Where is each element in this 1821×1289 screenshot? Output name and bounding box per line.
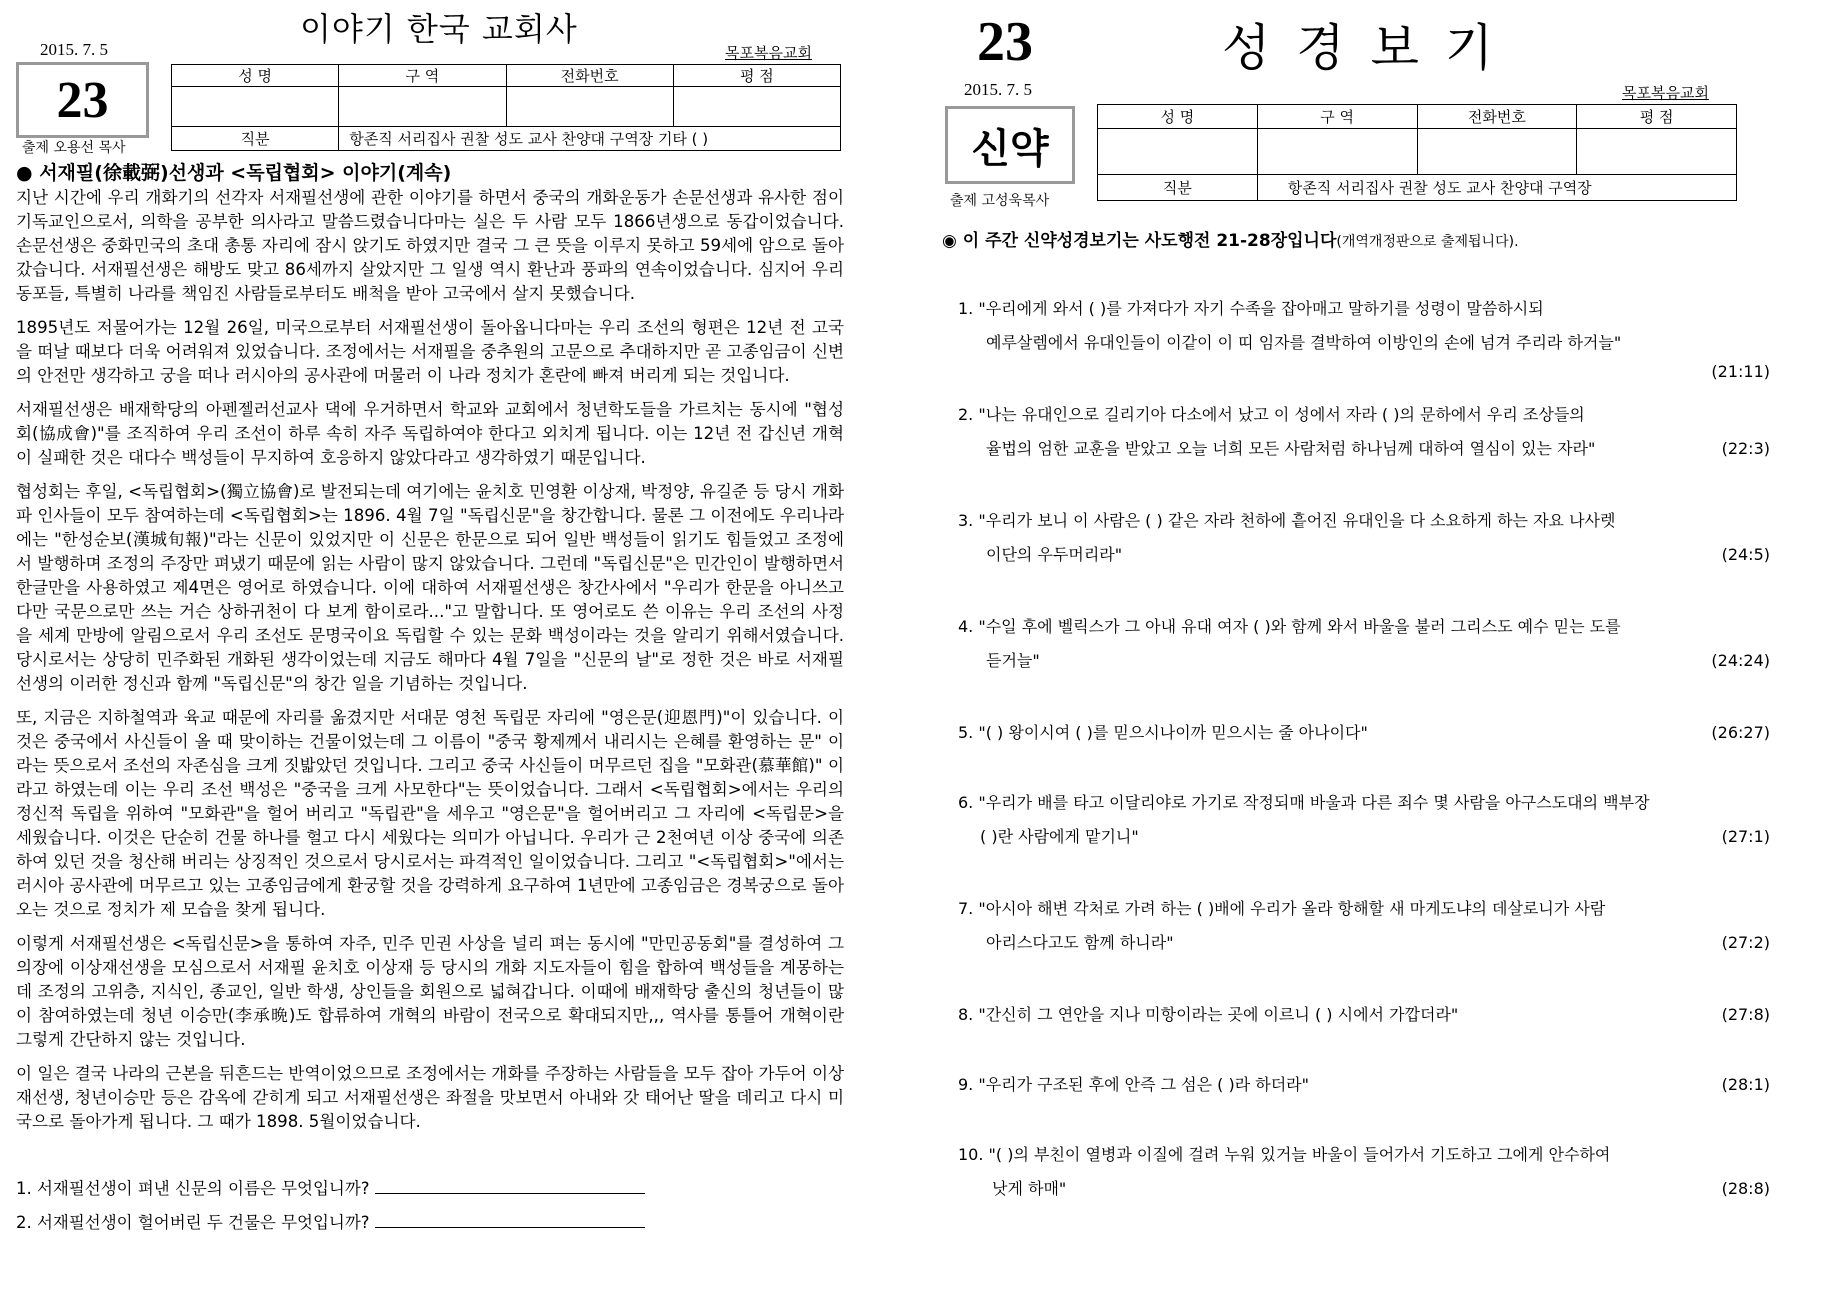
article-paragraph: 이렇게 서재필선생은 <독립신문>을 통하여 자주, 민주 민권 사상을 널리 펴는 동시에 "만민공동회"를 결성하여 그 의장에 이상재선생을 모심으로서 서재필 윤치호 이상재 등 당시의 개화 지도자들이 힘을 합하여 백성들을 계몽하는데 조정의 고위층, 지식인, 종교인, 일반 학생, 상인들을 회원으로 넓혀갑니다. 이때에 배재학당 출신의 청년들이 많이 참여하였는데 청년 이승만(李承晩)도 합류하여 개혁의 바람이 전국으로 확대되지만,,, 역사를 통틀어 개혁이란 그렇게 간단하지 않는 것입니다. bbox=[16, 934, 844, 1049]
verse-reference: (28:8) bbox=[1721, 1179, 1770, 1198]
verse-line: 율법의 엄한 교훈을 받았고 오늘 너희 모든 사람처럼 하나님께 대하여 열심이 있는 자라" bbox=[986, 439, 1596, 458]
left-info-table bbox=[171, 64, 841, 151]
verse-reference: (24:5) bbox=[1721, 545, 1770, 564]
article-paragraph: 이 일은 결국 나라의 근본을 뒤흔드는 반역이었으므로 조정에서는 개화를 주장하는 사람들을 모두 잡아 가두어 이상재선생, 청년이승만 등은 감옥에 갇히게 되고 서재필선생은 좌절을 맛보면서 아내와 갓 태어난 딸을 데리고 다시 미국으로 돌아가게 됩니다. 그 때가 1898. 5월이었습니다. bbox=[16, 1064, 844, 1131]
right-date: 2015. 7. 5 bbox=[964, 80, 1032, 99]
verse-line: 4. "수일 후에 벨릭스가 그 아내 유대 여자 ( )와 함께 와서 바울을 불러 그리스도 예수 믿는 도를 bbox=[958, 617, 1621, 636]
right-church-name: 목포복음교회 bbox=[1622, 84, 1709, 102]
verse-line: 예루살렘에서 유대인들이 이같이 이 띠 임자를 결박하여 이방인의 손에 넘겨 주리라 하거늘" bbox=[986, 333, 1622, 352]
verse-line: 6. "우리가 배를 타고 이달리야로 가기로 작정되매 바울과 다른 죄수 몇 사람을 아구스도대의 백부장 bbox=[958, 793, 1650, 812]
right-header-phone: 전화번호 bbox=[1417, 105, 1577, 129]
right-header-name: 성 명 bbox=[1098, 105, 1258, 129]
right-info-table bbox=[1097, 104, 1737, 201]
question-text: 2. 서재필선생이 헐어버린 두 건물은 무엇입니까? bbox=[16, 1213, 370, 1232]
verse-line: ( )란 사람에게 맡기니" bbox=[980, 827, 1139, 846]
verse-line: 8. "간신히 그 연안을 지나 미항이라는 곳에 이르니 ( ) 시에서 가깝더라" bbox=[958, 1005, 1459, 1024]
left-district-field[interactable] bbox=[339, 87, 506, 127]
left-issue-number: 23 bbox=[56, 71, 109, 129]
right-name-field[interactable] bbox=[1098, 129, 1258, 175]
verse-line: 아리스다고도 함께 하니라" bbox=[986, 933, 1174, 952]
left-role-options[interactable]: 항존직 서리집사 권찰 성도 교사 찬양대 구역장 기타 ( ) bbox=[339, 127, 841, 151]
article-paragraph: 또, 지금은 지하철역과 육교 때문에 자리를 옮겼지만 서대문 영천 독립문 자리에 "영은문(迎恩門)"이 있습니다. 이것은 중국에서 사신들이 올 때 맞이하는 건물이었는데 그 이름이 "중국 황제께서 내리시는 은혜를 환영하는 문" 이라는 뜻으로서 조선의 자존심을 크게 짓밟았던 것입니다. 그리고 중국 사신들이 머무르던 집을 "모화관(慕華館)" 이라고 하였는데 이는 우리 조선 백성은 "중국을 크게 사모한다"는 뜻이었습니다. 그래서 <독립협회>에서는 우리의 정신적 독립을 위하여 "모화관"을 헐어 버리고 "독립관"을 세우고 "영은문"을 헐어버리고 그 자리에 <독립문>을 세웠습니다. 이것은 단순히 건물 하나를 헐고 다시 세웠다는 의미가 아닙니다. 우리가 근 2천여년 이상 중국에 의존하여 있던 것을 청산해 버리는 상징적인 것으로서 당시로서는 파격적인 일이었습니다. 그리고 "<독립협회>"에서는 러시아 공사관에 머무르고 있는 고종임금에게 환궁할 것을 강력하게 요구하여 1년만에 고종임금은 경복궁으로 돌아오는 것으로 정치가 제 모습을 찾게 됩니다. bbox=[16, 708, 844, 919]
right-role-options[interactable]: 항존직 서리집사 권찰 성도 교사 찬양대 구역장 bbox=[1257, 175, 1736, 201]
verse-line: 이단의 우두머리라" bbox=[986, 545, 1123, 564]
verse-reference: (27:1) bbox=[1721, 827, 1770, 846]
article-paragraph: 서재필선생은 배재학당의 아펜젤러선교사 댁에 우거하면서 학교와 교회에서 청년학도들을 가르치는 동시에 "협성회(協成會)"를 조직하여 우리 조선이 하루 속히 자주 독립하여야 한다고 외치게 됩니다. 이는 12년 전 갑신년 개혁이 실패한 것은 대다수 백성들이 무지하여 호응하지 않았다라고 생각하였기 때문입니다. bbox=[16, 400, 844, 467]
left-score-field[interactable] bbox=[673, 87, 840, 127]
right-page-title: 성경보기 bbox=[1222, 19, 1520, 77]
left-issue-number-box bbox=[16, 62, 149, 138]
verse-reference: (21:11) bbox=[1711, 362, 1770, 381]
reading-notice bbox=[942, 226, 1519, 251]
right-phone-field[interactable] bbox=[1417, 129, 1577, 175]
verse-reference: (28:1) bbox=[1721, 1075, 1770, 1094]
right-author: 출제 고성욱목사 bbox=[950, 193, 1050, 209]
verse-question-7 bbox=[958, 892, 1770, 960]
verse-line: 9. "우리가 구조된 후에 안즉 그 섬은 ( )라 하더라" bbox=[958, 1075, 1309, 1094]
verse-reference: (27:8) bbox=[1721, 1005, 1770, 1024]
verse-line: 듣거늘" bbox=[986, 651, 1040, 670]
right-issue-number: 23 bbox=[977, 11, 1033, 73]
left-article bbox=[16, 186, 844, 1144]
verse-line: 낫게 하매" bbox=[992, 1179, 1067, 1198]
reading-notice-note: (개역개정판으로 출제됩니다). bbox=[1336, 234, 1519, 250]
testament-badge bbox=[945, 106, 1075, 184]
reading-notice-main: ◉ 이 주간 신약성경보기는 사도행전 21-28장입니다 bbox=[942, 231, 1337, 251]
verse-line: 10. "( )의 부친이 열병과 이질에 걸려 누워 있거늘 바울이 들어가서 기도하고 그에게 안수하여 bbox=[958, 1145, 1611, 1164]
right-role-label: 직분 bbox=[1098, 175, 1258, 201]
left-header-score: 평 점 bbox=[673, 65, 840, 87]
left-header-district: 구 역 bbox=[339, 65, 506, 87]
verse-question-1 bbox=[958, 292, 1770, 381]
answer-line[interactable] bbox=[375, 1211, 645, 1228]
verse-question-9 bbox=[958, 1068, 1770, 1102]
verse-question-3 bbox=[958, 504, 1770, 572]
verse-reference: (24:24) bbox=[1711, 651, 1770, 670]
left-section-title: ● 서재필(徐載弼)선생과 <독립협회> 이야기(계속) bbox=[16, 162, 452, 184]
testament-badge-label: 신약 bbox=[971, 125, 1049, 172]
left-page-title: 이야기 한국 교회사 bbox=[300, 10, 578, 48]
verse-question-4 bbox=[958, 610, 1770, 678]
left-question-2 bbox=[16, 1209, 645, 1233]
verse-question-6 bbox=[958, 786, 1770, 854]
left-church-name: 목포복음교회 bbox=[725, 44, 812, 62]
left-role-label: 직분 bbox=[172, 127, 339, 151]
left-header-name: 성 명 bbox=[172, 65, 339, 87]
question-text: 1. 서재필선생이 펴낸 신문의 이름은 무엇입니까? bbox=[16, 1179, 370, 1198]
left-question-1 bbox=[16, 1175, 645, 1199]
right-score-field[interactable] bbox=[1577, 129, 1737, 175]
verse-line: 7. "아시아 해변 각처로 가려 하는 ( )배에 우리가 올라 항해할 새 마게도냐의 데살로니가 사람 bbox=[958, 899, 1606, 918]
left-author: 출제 오용선 목사 bbox=[22, 140, 126, 156]
verse-question-8 bbox=[958, 998, 1770, 1032]
verse-question-5 bbox=[958, 716, 1770, 750]
article-paragraph: 1895년도 저물어가는 12월 26일, 미국으로부터 서재필선생이 돌아옵니다마는 우리 조선의 형편은 12년 전 고국을 떠날 때보다 더욱 어려워져 있었습니다. 조정에서는 서재필을 중추원의 고문으로 추대하지만 곧 고종임금이 신변의 안전만 생각하고 궁을 떠나 러시아의 공사관에 머물러 이 나라 정치가 혼란에 빠져 버리게 되는 것입니다. bbox=[16, 318, 844, 385]
right-header-score: 평 점 bbox=[1577, 105, 1737, 129]
article-paragraph: 지난 시간에 우리 개화기의 선각자 서재필선생에 관한 이야기를 하면서 중국의 개화운동가 손문선생과 유사한 점이 기독교인으로서, 의학을 공부한 의사라고 말씀드렸습니다마는 실은 두 사람 모두 1866년생으로 동갑이었습니다. 손문선생은 중화민국의 초대 총통 자리에 잠시 앉기도 하였지만 결국 그 큰 뜻을 이루지 못하고 59세에 암으로 돌아갔습니다. 서재필선생은 해방도 맞고 86세까지 살았지만 그 일생 역시 환난과 풍파의 연속이었습니다. 심지어 우리 동포들, 특별히 나라를 책임진 사람들로부터도 배척을 받아 고국에서 살지 못했습니다. bbox=[16, 188, 844, 303]
right-district-field[interactable] bbox=[1257, 129, 1417, 175]
verse-line: 5. "( ) 왕이시여 ( )를 믿으시나이까 믿으시는 줄 아나이다" bbox=[958, 723, 1368, 742]
verse-question-10 bbox=[958, 1138, 1770, 1206]
verse-line: 1. "우리에게 와서 ( )를 가져다가 자기 수족을 잡아매고 말하기를 성령이 말씀하시되 bbox=[958, 299, 1544, 318]
verse-line: 2. "나는 유대인으로 길리기아 다소에서 났고 이 성에서 자라 ( )의 문하에서 우리 조상들의 bbox=[958, 405, 1585, 424]
verse-reference: (26:27) bbox=[1711, 723, 1770, 742]
verse-reference: (27:2) bbox=[1721, 933, 1770, 952]
left-header-phone: 전화번호 bbox=[506, 65, 673, 87]
answer-line[interactable] bbox=[375, 1177, 645, 1194]
verse-reference: (22:3) bbox=[1721, 439, 1770, 458]
verse-question-2 bbox=[958, 398, 1770, 466]
article-paragraph: 협성회는 후일, <독립협회>(獨立協會)로 발전되는데 여기에는 윤치호 민영환 이상재, 박정양, 유길준 등 당시 개화파 인사들이 모두 참여하는데 <독립협회>는 1896. 4월 7일 "독립신문"을 창간합니다. 물론 그 이전에도 우리나라에는 "한성순보(漢城旬報)"라는 신문이 있었지만 이 신문은 한문으로 되어 일반 백성들이 읽기도 힘들었고 조정에서 발행하며 조정의 주장만 펴냈기 때문에 읽는 사람이 많지 않았습니다. 그런데 "독립신문"은 민간인이 발행하면서 한글만을 사용하였고 제4면은 영어로 하였습니다. 이에 대하여 서재필선생은 창간사에서 "우리가 한문을 아니쓰고 다만 국문으로만 쓰는 거슨 상하귀천이 다 보게 함이로라..."고 말합니다. 또 영어로도 쓴 이유는 우리 조선의 사정을 세계 만방에 알림으로서 우리 조선도 문명국이요 독립할 수 있는 문화 백성이라는 것을 알리기 위해서였습니다. 당시로서는 상당히 민주화된 개화된 생각이었는데 지금도 해마다 4월 7일을 "신문의 날"로 정한 것은 바로 서재필 선생의 이러한 정신과 함께 "독립신문"의 창간 일을 기념하는 것입니다. bbox=[16, 482, 844, 693]
left-name-field[interactable] bbox=[172, 87, 339, 127]
verse-line: 3. "우리가 보니 이 사람은 ( ) 같은 자라 천하에 흩어진 유대인을 다 소요하게 하는 자요 나사렛 bbox=[958, 511, 1616, 530]
right-header-district: 구 역 bbox=[1257, 105, 1417, 129]
left-date: 2015. 7. 5 bbox=[40, 40, 108, 59]
left-phone-field[interactable] bbox=[506, 87, 673, 127]
